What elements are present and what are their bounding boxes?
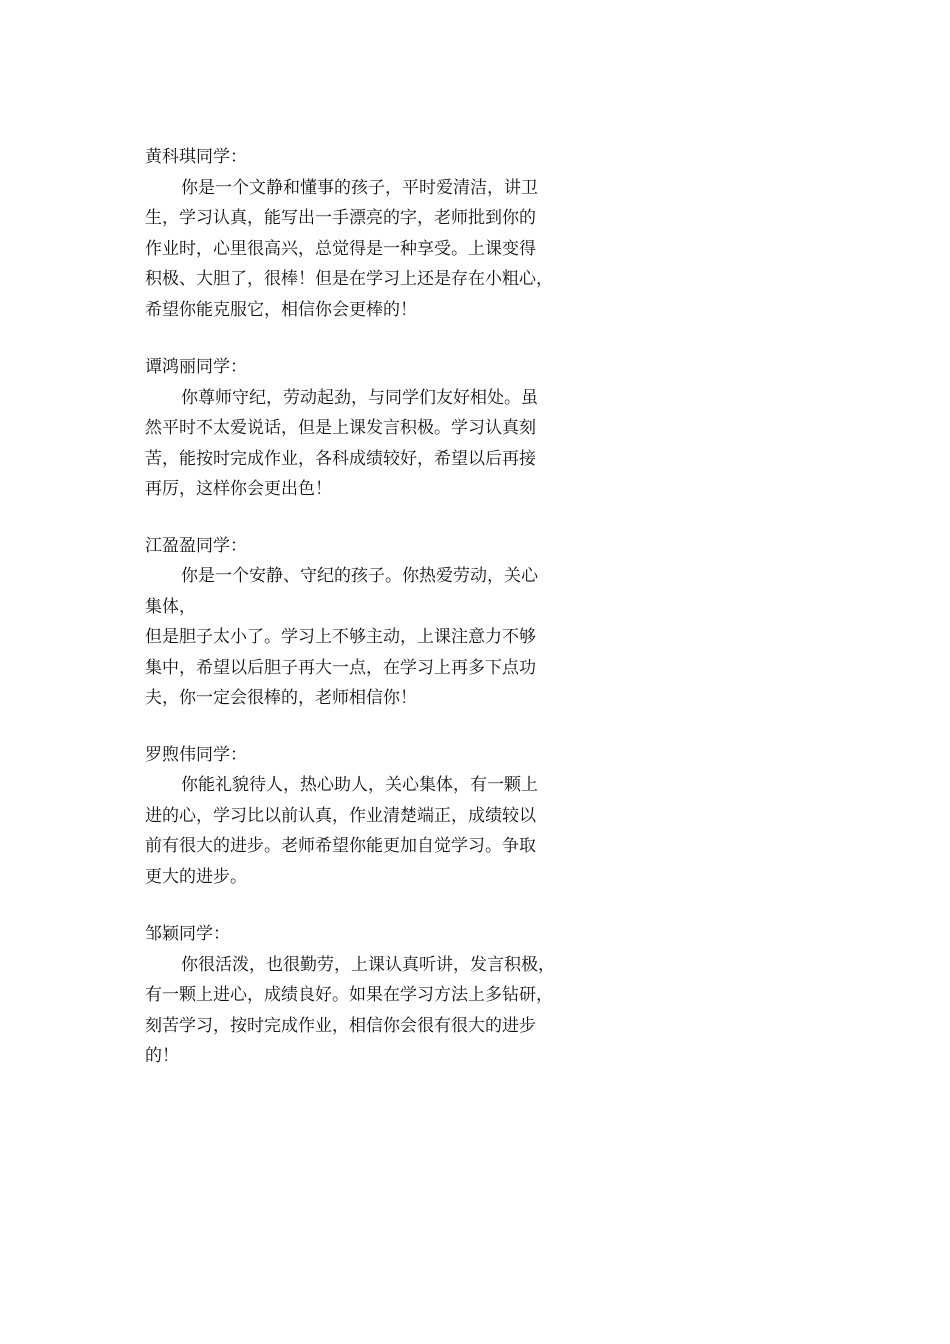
comment-line: 夫，你一定会很棒的，老师相信你！ (145, 688, 417, 708)
comment-line: 刻苦学习，按时完成作业，相信你会很有很大的进步 (145, 1015, 536, 1036)
comment-line: 集体， (145, 596, 196, 617)
comment-text (145, 770, 577, 892)
comment-line: 生，学习认真，能写出一手漂亮的字，老师批到你的 (145, 208, 536, 228)
teacher-comments (145, 142, 577, 1099)
comment-line: 希望你能克服它，相信你会更棒的！ (145, 299, 417, 320)
comment-line: 你是一个安静、守纪的孩子。你热爱劳动，关心 (181, 566, 538, 586)
comment-entry (145, 531, 577, 714)
comment-line: 集中，希望以后胆子再大一点，在学习上再多下点功 (145, 657, 536, 678)
comment-entry (145, 919, 577, 1072)
comment-text (145, 173, 577, 326)
comment-line: 更大的进步。 (145, 866, 247, 887)
comment-line: 积极、大胆了，很棒！但是在学习上还是存在小粗心， (145, 269, 553, 289)
comment-line: 但是胆子太小了。学习上不够主动，上课注意力不够 (145, 627, 536, 647)
comment-text (145, 561, 577, 714)
comment-line: 你能礼貌待人，热心助人，关心集体，有一颗上 (181, 775, 538, 795)
student-salutation: 罗煦伟同学： (145, 744, 247, 765)
comment-line: 你是一个文静和懂事的孩子，平时爱清洁，讲卫 (181, 177, 538, 198)
student-salutation: 黄科琪同学： (145, 147, 247, 167)
comment-line: 前有很大的进步。老师希望你能更加自觉学习。争取 (145, 836, 536, 856)
comment-line: 你很活泼，也很勤劳，上课认真听讲，发言积极， (181, 954, 555, 975)
comment-line: 然平时不太爱说话，但是上课发言积极。学习认真刻 (145, 418, 536, 438)
comment-line: 的！ (145, 1046, 179, 1066)
comment-line: 作业时，心里很高兴，总觉得是一种享受。上课变得 (145, 238, 536, 259)
comment-entry (145, 142, 577, 325)
comment-text (145, 950, 577, 1072)
comment-entry (145, 352, 577, 505)
comment-text (145, 383, 577, 505)
student-salutation: 谭鸿丽同学： (145, 357, 247, 377)
comment-line: 苦，能按时完成作业，各科成绩较好，希望以后再接 (145, 448, 536, 469)
comment-line: 再厉，这样你会更出色！ (145, 479, 332, 499)
comment-line: 你尊师守纪，劳动起劲，与同学们友好相处。虽 (181, 387, 538, 408)
comment-line: 进的心，学习比以前认真，作业清楚端正，成绩较以 (145, 805, 536, 826)
comment-line: 有一颗上进心，成绩良好。如果在学习方法上多钻研， (145, 985, 553, 1005)
student-salutation: 邹颖同学： (145, 924, 230, 944)
comment-entry (145, 740, 577, 893)
student-salutation: 江盈盈同学： (145, 535, 247, 556)
